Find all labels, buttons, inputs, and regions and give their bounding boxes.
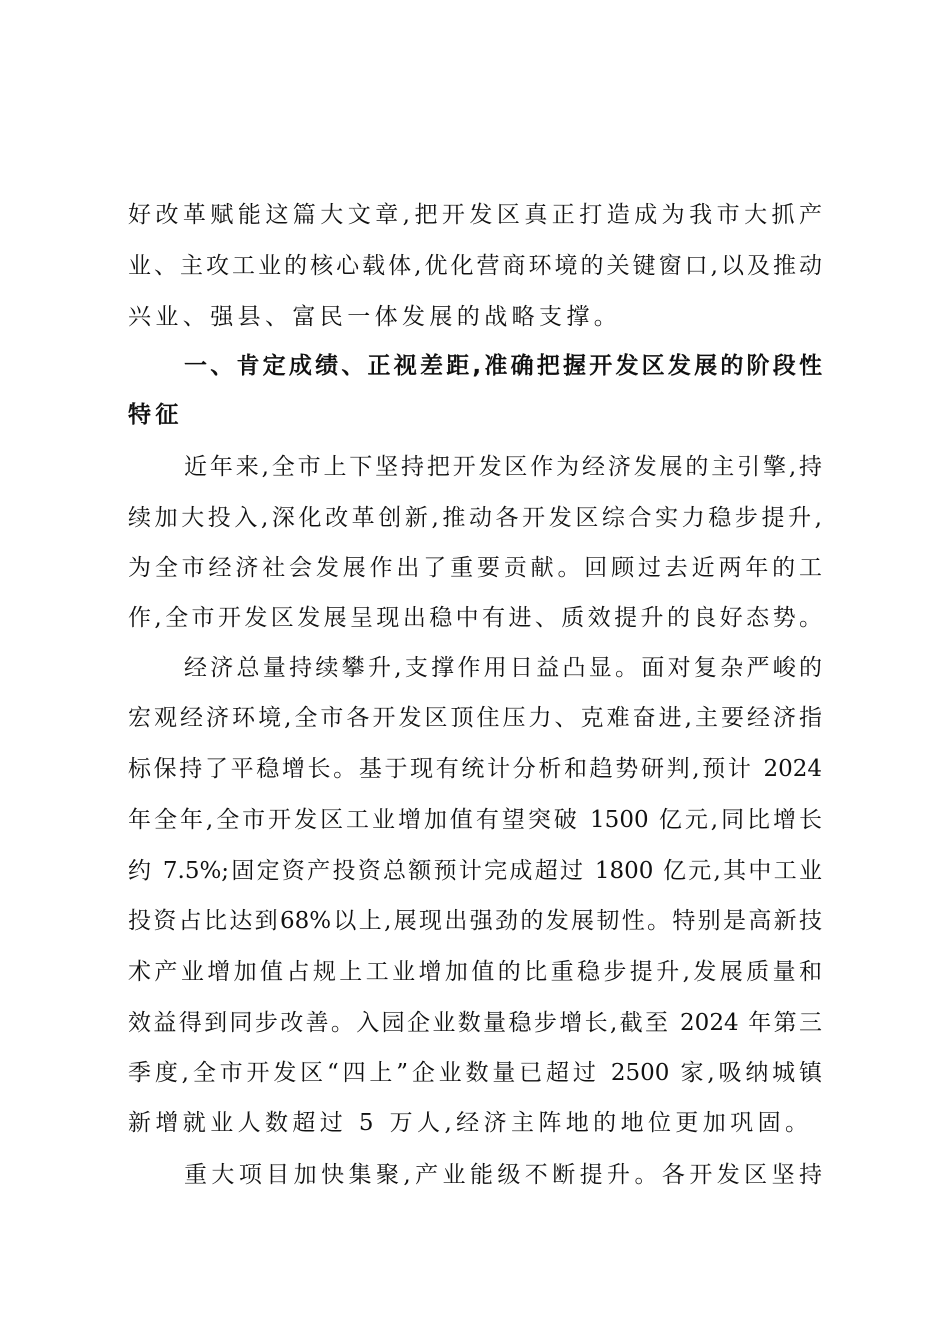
- text-line: 季度,全市开发区“四上”企业数量已超过 2500 家,吸纳城镇: [128, 1060, 822, 1086]
- text-line: 术产业增加值占规上工业增加值的比重稳步提升,发展质量和: [128, 959, 822, 985]
- text-line: 效益得到同步改善。入园企业数量稳步增长,截至 2024 年第三: [128, 1010, 822, 1036]
- text-line: 重大项目加快集聚,产业能级不断提升。各开发区坚持: [184, 1162, 822, 1188]
- section-heading: 一、肯定成绩、正视差距,准确把握开发区发展的阶段性: [184, 353, 822, 379]
- text-line: 投资占比达到68%以上,展现出强劲的发展韧性。特别是高新技: [128, 908, 822, 934]
- text-line: 标保持了平稳增长。基于现有统计分析和趋势研判,预计 2024: [128, 756, 822, 782]
- text-line: 近年来,全市上下坚持把开发区作为经济发展的主引擎,持: [184, 454, 822, 480]
- text-line: 好改革赋能这篇大文章,把开发区真正打造成为我市大抓产: [128, 202, 822, 228]
- text-line: 约 7.5%;固定资产投资总额预计完成超过 1800 亿元,其中工业: [128, 858, 822, 884]
- section-heading: 特征: [128, 402, 183, 428]
- text-line: 宏观经济环境,全市各开发区顶住压力、克难奋进,主要经济指: [128, 705, 822, 731]
- text-line: 续加大投入,深化改革创新,推动各开发区综合实力稳步提升,: [128, 505, 822, 531]
- text-line: 业、主攻工业的核心载体,优化营商环境的关键窗口,以及推动: [128, 253, 822, 279]
- text-line: 年全年,全市开发区工业增加值有望突破 1500 亿元,同比增长: [128, 807, 822, 833]
- text-line: 经济总量持续攀升,支撑作用日益凸显。面对复杂严峻的: [184, 655, 822, 681]
- text-line: 新增就业人数超过 5 万人,经济主阵地的地位更加巩固。: [128, 1110, 813, 1136]
- text-line: 为全市经济社会发展作出了重要贡献。回顾过去近两年的工: [128, 555, 822, 581]
- text-line: 作,全市开发区发展呈现出稳中有进、质效提升的良好态势。: [128, 605, 822, 631]
- text-line: 兴业、强县、富民一体发展的战略支撑。: [128, 304, 622, 330]
